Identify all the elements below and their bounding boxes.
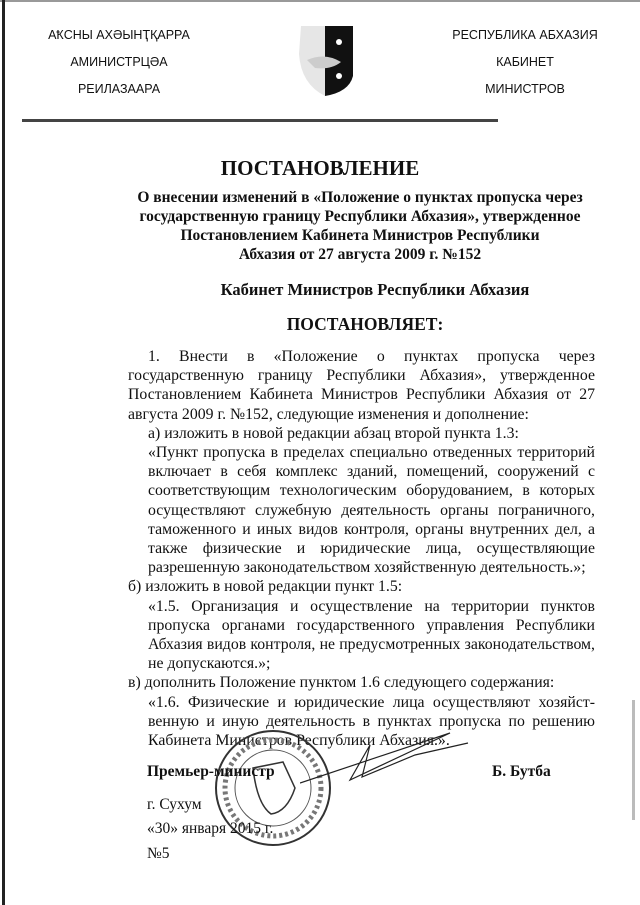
scan-artifact xyxy=(632,700,635,820)
paragraph-1: 1. Внести в «Положение о пунктах пропуска через государственную границу Республики Абхазия», утвержденное Постановлением Кабинета Министров Республики Абхазия от 27 августа 2009 г. №152, следующие изменения и дополнение: xyxy=(128,348,595,423)
header-right-line: КАБИНЕТ xyxy=(496,55,554,69)
scan-border xyxy=(0,0,640,2)
item-c: в) дополнить Положение пунктом 1.6 следующего содержания: xyxy=(128,674,555,692)
document-body xyxy=(128,347,595,750)
item-a-text: «Пункт пропуска в пределах специально отведенных территорий включает в себя комплекс зданий, помещений, сооружений с соответствующим технологическим оборудованием, в которых осуществляют служебную деятельность органы пограничного, таможенного и иных видов контроля, органы внутренних дел, а также физические и юридические лица, осуществляющие разрешенную законодательством хозяйственную деятельность.»; xyxy=(148,444,595,577)
city: г. Сухум xyxy=(147,796,202,813)
header-left-line: АМИНИСТРЦӘА xyxy=(70,55,168,69)
header-right-line: РЕСПУБЛИКА АБХАЗИЯ xyxy=(452,28,598,42)
header-left-line: АҞСНЫ АХӘЫНҬҚАРРА xyxy=(48,28,190,42)
issuer: Кабинет Министров Республики Абхазия xyxy=(220,280,530,299)
document-title: ПОСТАНОВЛЕНИЕ xyxy=(220,156,420,180)
document-number: №5 xyxy=(147,845,170,862)
date: «30» января 2015 г. xyxy=(147,820,274,837)
header-left-line: РЕИЛАЗААРА xyxy=(77,82,161,96)
scan-edge xyxy=(2,0,5,905)
document-subtitle xyxy=(120,188,600,264)
header-right-line: МИНИСТРОВ xyxy=(485,82,565,96)
subtitle-line: государственную границу Республики Абхазия», утвержденное xyxy=(139,208,581,225)
subtitle-line: О внесении изменений в «Положение о пунктах пропуска через xyxy=(137,189,583,206)
item-b-text: «1.5. Организация и осуществление на территории пунктов пропуска органами государственного управления Республики Абхазия видов контроля, не предусмотренных законодательством, не допускаются.»; xyxy=(148,597,595,673)
resolves-heading: ПОСТАНОВЛЯЕТ: xyxy=(286,314,444,334)
subtitle-line: Постановлением Кабинета Министров Республики xyxy=(180,227,540,244)
signatory-position: Премьер-министр xyxy=(147,763,275,780)
header-divider xyxy=(22,119,498,122)
item-a: а) изложить в новой редакции абзац второй пункта 1.3: xyxy=(148,424,519,442)
item-c-text: «1.6. Физические и юридические лица осуществляют хозяйст-венную и иную деятельность в пунктах пропуска по решению Кабинета Министров Республики Абхазия.». xyxy=(148,693,595,750)
item-b: б) изложить в новой редакции пункт 1.5: xyxy=(128,578,403,596)
subtitle-line: Абхазия от 27 августа 2009 г. №152 xyxy=(238,246,482,263)
handwritten-signature xyxy=(300,725,480,785)
coat-of-arms-emblem xyxy=(295,24,357,99)
signatory-name: Б. Бутба xyxy=(492,763,551,780)
